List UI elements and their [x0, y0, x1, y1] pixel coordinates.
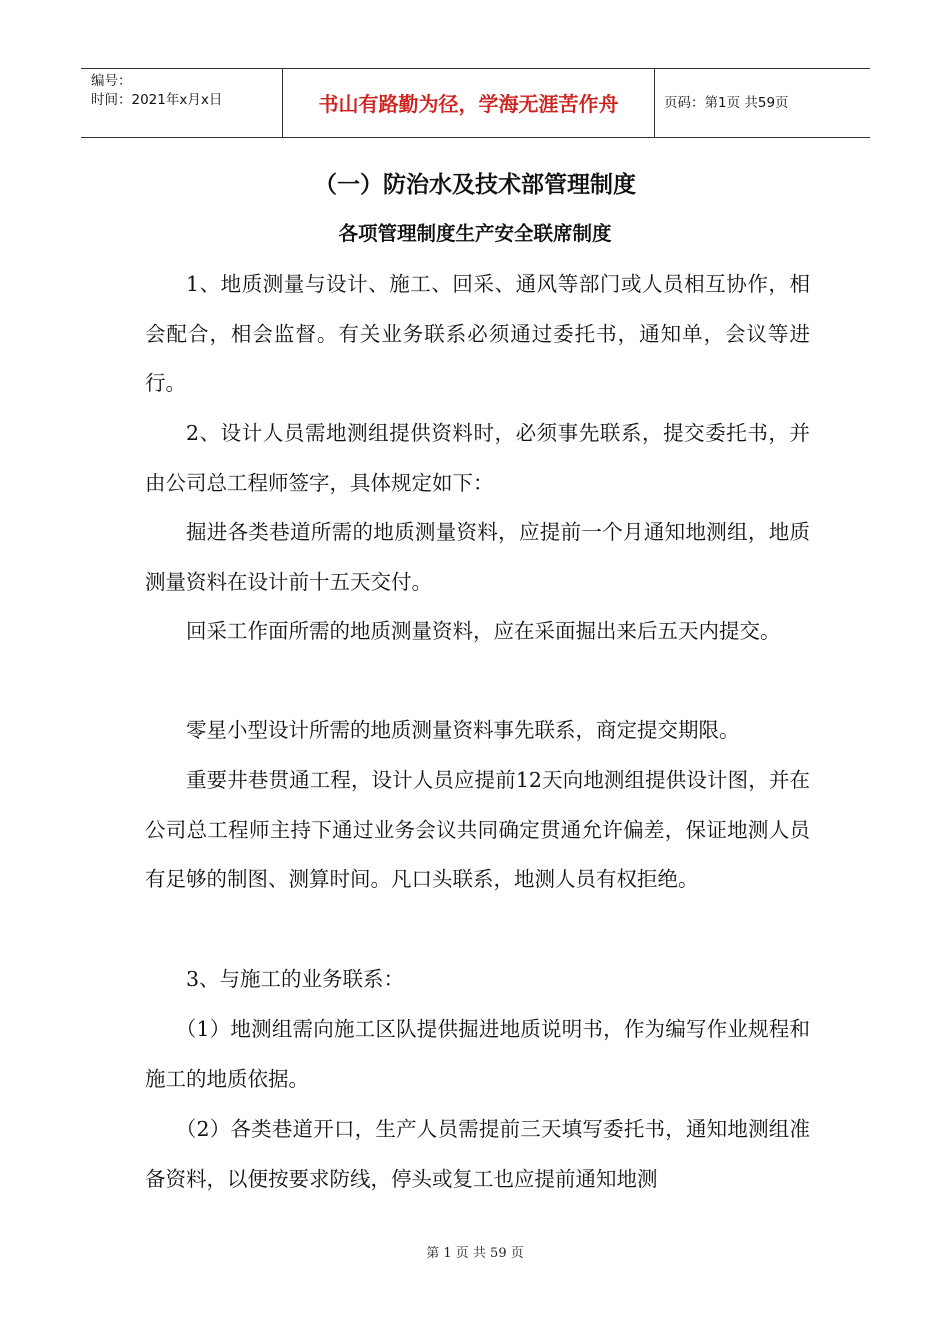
- document-date-label: 时间：2021年x月x日: [91, 92, 223, 108]
- paragraph: 掘进各类巷道所需的地质测量资料，应提前一个月通知地测组，地质测量资料在设计前十五天交付。: [145, 520, 810, 594]
- document-title: （一）防治水及技术部管理制度: [314, 172, 636, 198]
- paragraph: 1、地质测量与设计、施工、回采、通风等部门或人员相互协作，相会配合，相会监督。有关业务联系必须通过委托书，通知单，会议等进行。: [145, 272, 810, 395]
- header-info-cell: [81, 69, 282, 137]
- header-page-number: 页码：第1页 共59页: [664, 95, 789, 111]
- header-table: [81, 68, 870, 138]
- paragraph: 重要井巷贯通工程，设计人员应提前12天向地测组提供设计图，并在公司总工程师主持下通过业务会议共同确定贯通允许偏差，保证地测人员有足够的制图、测算时间。凡口头联系，地测人员有权拒绝。: [145, 768, 810, 891]
- page-footer: 第 1 页 共 59 页: [426, 1246, 524, 1261]
- paragraph: （2）各类巷道开口，生产人员需提前三天填写委托书，通知地测组准备资料，以便按要求防线，停头或复工也应提前通知地测: [145, 1117, 810, 1191]
- header-page-cell: [654, 69, 870, 137]
- paragraph: 2、设计人员需地测组提供资料时，必须事先联系，提交委托书，并由公司总工程师签字，具体规定如下：: [145, 421, 810, 495]
- paragraph: 回采工作面所需的地质测量资料，应在采面掘出来后五天内提交。: [186, 619, 781, 643]
- document-subtitle: 各项管理制度生产安全联席制度: [338, 222, 612, 245]
- document-number-label: 编号：: [91, 73, 132, 89]
- header-motto-cell: [282, 69, 655, 137]
- paragraph: 3、与施工的业务联系：: [186, 967, 405, 991]
- motto-text: 书山有路勤为径，学海无涯苦作舟: [318, 92, 619, 116]
- paragraph: 零星小型设计所需的地质测量资料事先联系，商定提交期限。: [186, 718, 740, 742]
- paragraph: （1）地测组需向施工区队提供掘进地质说明书，作为编写作业规程和施工的地质依据。: [145, 1017, 810, 1091]
